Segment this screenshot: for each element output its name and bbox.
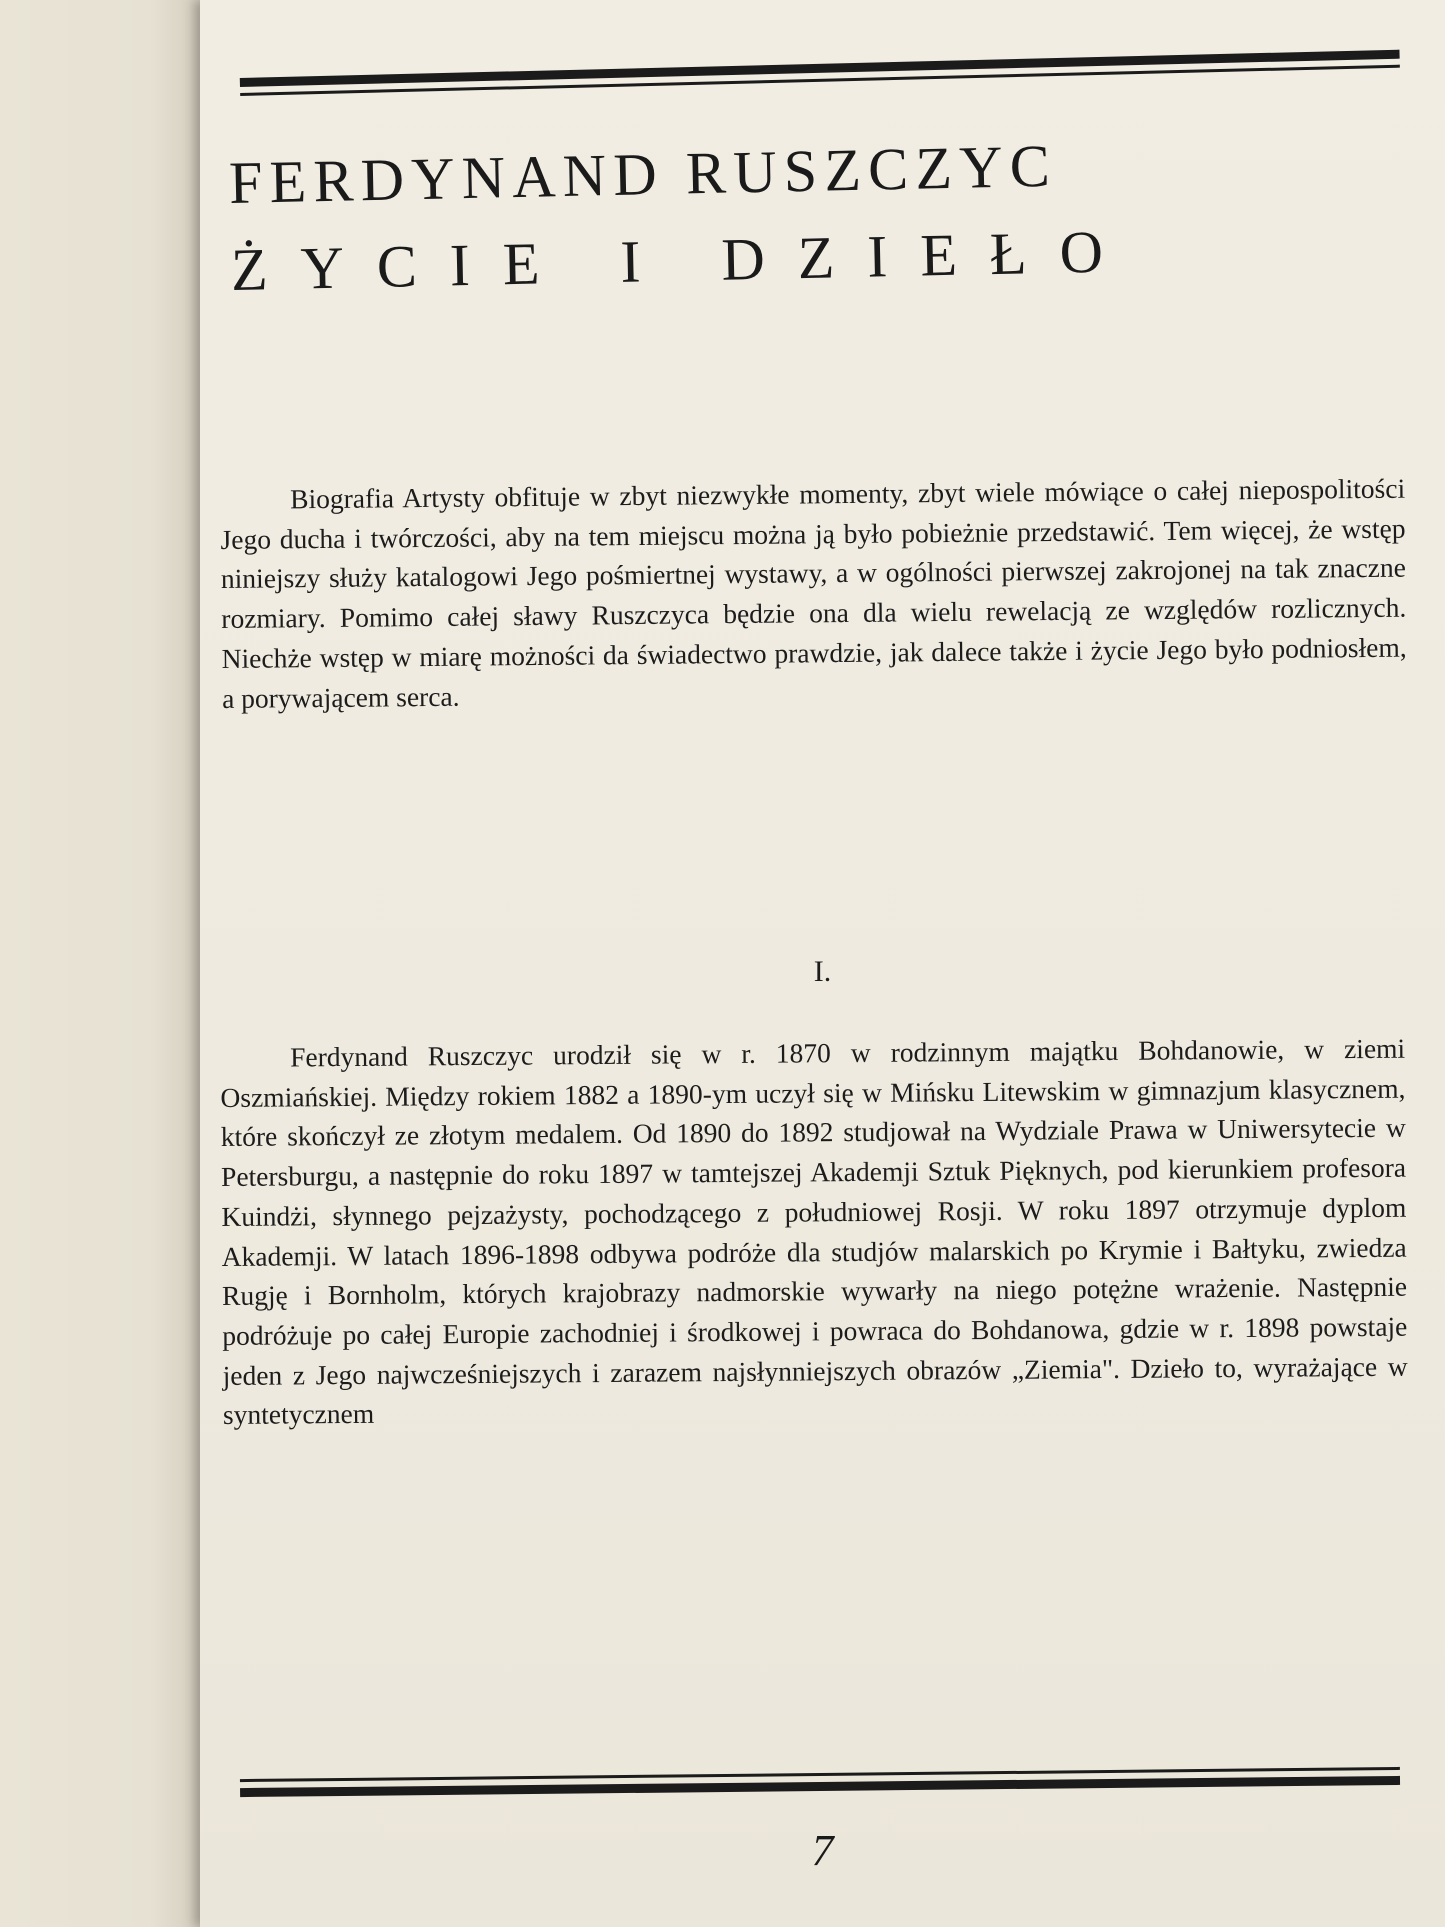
left-page-edge	[0, 0, 215, 1927]
page-title	[228, 115, 1406, 314]
section-numeral: I.	[813, 955, 832, 988]
title-line-name: FERDYNAND RUSZCZYC	[228, 132, 1058, 217]
intro-paragraph: Biografia Artysty obfituje w zbyt niezwykłe momenty, zbyt wiele mówiące o całej niepospolitości Jego ducha i twórczości, aby na tem miejscu można ją było pobieżnie przedstawić. Tem więcej, że wstęp niniejszy służy katalogowi Jego pośmiertnej wystawy, a w ogólności pierwszej zakrojonej na tak znaczne rozmiary. Pomimo całej sławy Ruszczyca będzie ona dla wielu rewelacją ze względów rozlicznych. Niechże wstęp w miarę możności da świadectwo prawdzie, jak dalece także i życie Jego było podniosłem, a porywającem serca.	[220, 472, 1407, 714]
page-number: 7	[811, 1826, 834, 1875]
top-double-rule	[240, 50, 1400, 96]
section-paragraph: Ferdynand Ruszczyc urodził się w r. 1870 w rodzinnym majątku Bohdanowie, w ziemi Oszmiańskiej. Między rokiem 1882 a 1890-ym uczył się w Mińsku Litewskim w gimnazjum klasycznem, które skończył ze złotym medalem. Od 1890 do 1892 studjował na Wydziale Prawa w Uniwersytecie w Petersburgu, a następnie do roku 1897 w tamtejszej Akademji Sztuk Pięknych, pod kierunkiem profesora Kuindżi, słynnego pejzażysty, pochodzącego z południowej Rosji. W roku 1897 otrzymuje dyplom Akademji. W latach 1896-1898 odbywa podróże dla studjów malarskich po Krymie i Bałtyku, zwiedza Rugję i Bornholm, których krajobrazy nadmorskie wywarły na niego potężne wrażenie. Następnie podróżuje po całej Europie zachodniej i środkowej i powraca do Bohdanowa, gdzie w r. 1898 powstaje jeden z Jego najwcześniejszych i zarazem najsłynniejszych obrazów „Ziemia". Dzieło to, wyrażające w syntetycznem	[220, 1032, 1408, 1431]
bottom-double-rule	[240, 1767, 1400, 1797]
section-body-block	[220, 1029, 1408, 1435]
title-line-subtitle: ŻYCIE I DZIEŁO	[230, 218, 1137, 303]
intro-paragraph-block	[220, 469, 1407, 719]
book-page	[200, 0, 1445, 1927]
